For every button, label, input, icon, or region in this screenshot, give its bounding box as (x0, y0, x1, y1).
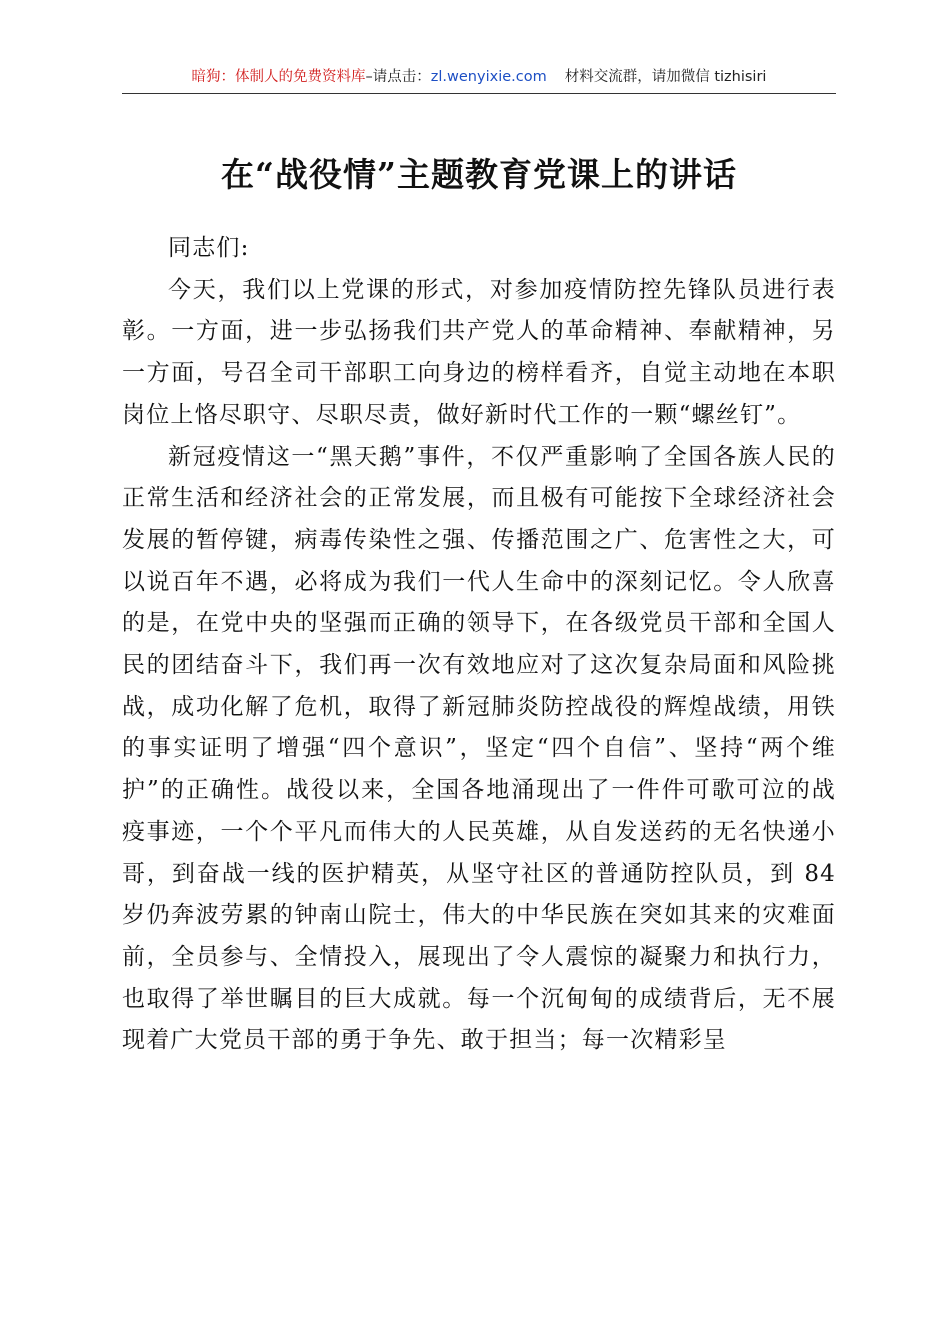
header-divider (122, 93, 836, 94)
header-prompt: –请点击： (365, 69, 431, 85)
header-url-link[interactable]: zl.wenyixie.com (430, 69, 547, 85)
header-brand: 暗狗：体制人的免费资料库 (191, 69, 366, 85)
salutation: 同志们: (168, 235, 250, 261)
body-paragraph: 新冠疫情这一“黑天鹅”事件，不仅严重影响了全国各族人民的正常生活和经济社会的正常发展，而且极有可能按下全球经济社会发展的暂停键，病毒传染性之强、传播范围之广、危害性之大，可以说百年不遇，必将成为我们一代人生命中的深刻记忆。令人欣喜的是，在党中央的坚强而正确的领导下，在各级党员干部和全国人民的团结奋斗下，我们再一次有效地应对了这次复杂局面和风险挑战，成功化解了危机，取得了新冠肺炎防控战役的辉煌战绩，用铁的事实证明了增强“四个意识”，坚定“四个自信”、坚持“两个维护”的正确性。战役以来，全国各地涌现出了一件件可歌可泣的战疫事迹，一个个平凡而伟大的人民英雄，从自发送药的无名快递小哥，到奋战一线的医护精英，从坚守社区的普通防控队员，到 84 岁仍奔波劳累的钟南山院士，伟大的中华民族在突如其来的灾难面前，全员参与、全情投入，展现出了令人震惊的凝聚力和执行力，也取得了举世瞩目的巨大成就。每一个沉甸甸的成绩背后，无不展现着广大党员干部的勇于争先、敢于担当；每一次精彩呈 (122, 443, 836, 1054)
page-header (122, 66, 836, 88)
document-title: 在“战役情”主题教育党课上的讲话 (221, 155, 737, 194)
header-contact: 材料交流群，请加微信 tizhisiri (564, 69, 767, 85)
document-body (122, 228, 836, 1062)
body-paragraph: 今天，我们以上党课的形式，对参加疫情防控先锋队员进行表彰。一方面，进一步弘扬我们共产党人的革命精神、奉献精神，另一方面，号召全司干部职工向身边的榜样看齐，自觉主动地在本职岗位上恪尽职守、尽职尽责，做好新时代工作的一颗“螺丝钉”。 (122, 276, 836, 428)
